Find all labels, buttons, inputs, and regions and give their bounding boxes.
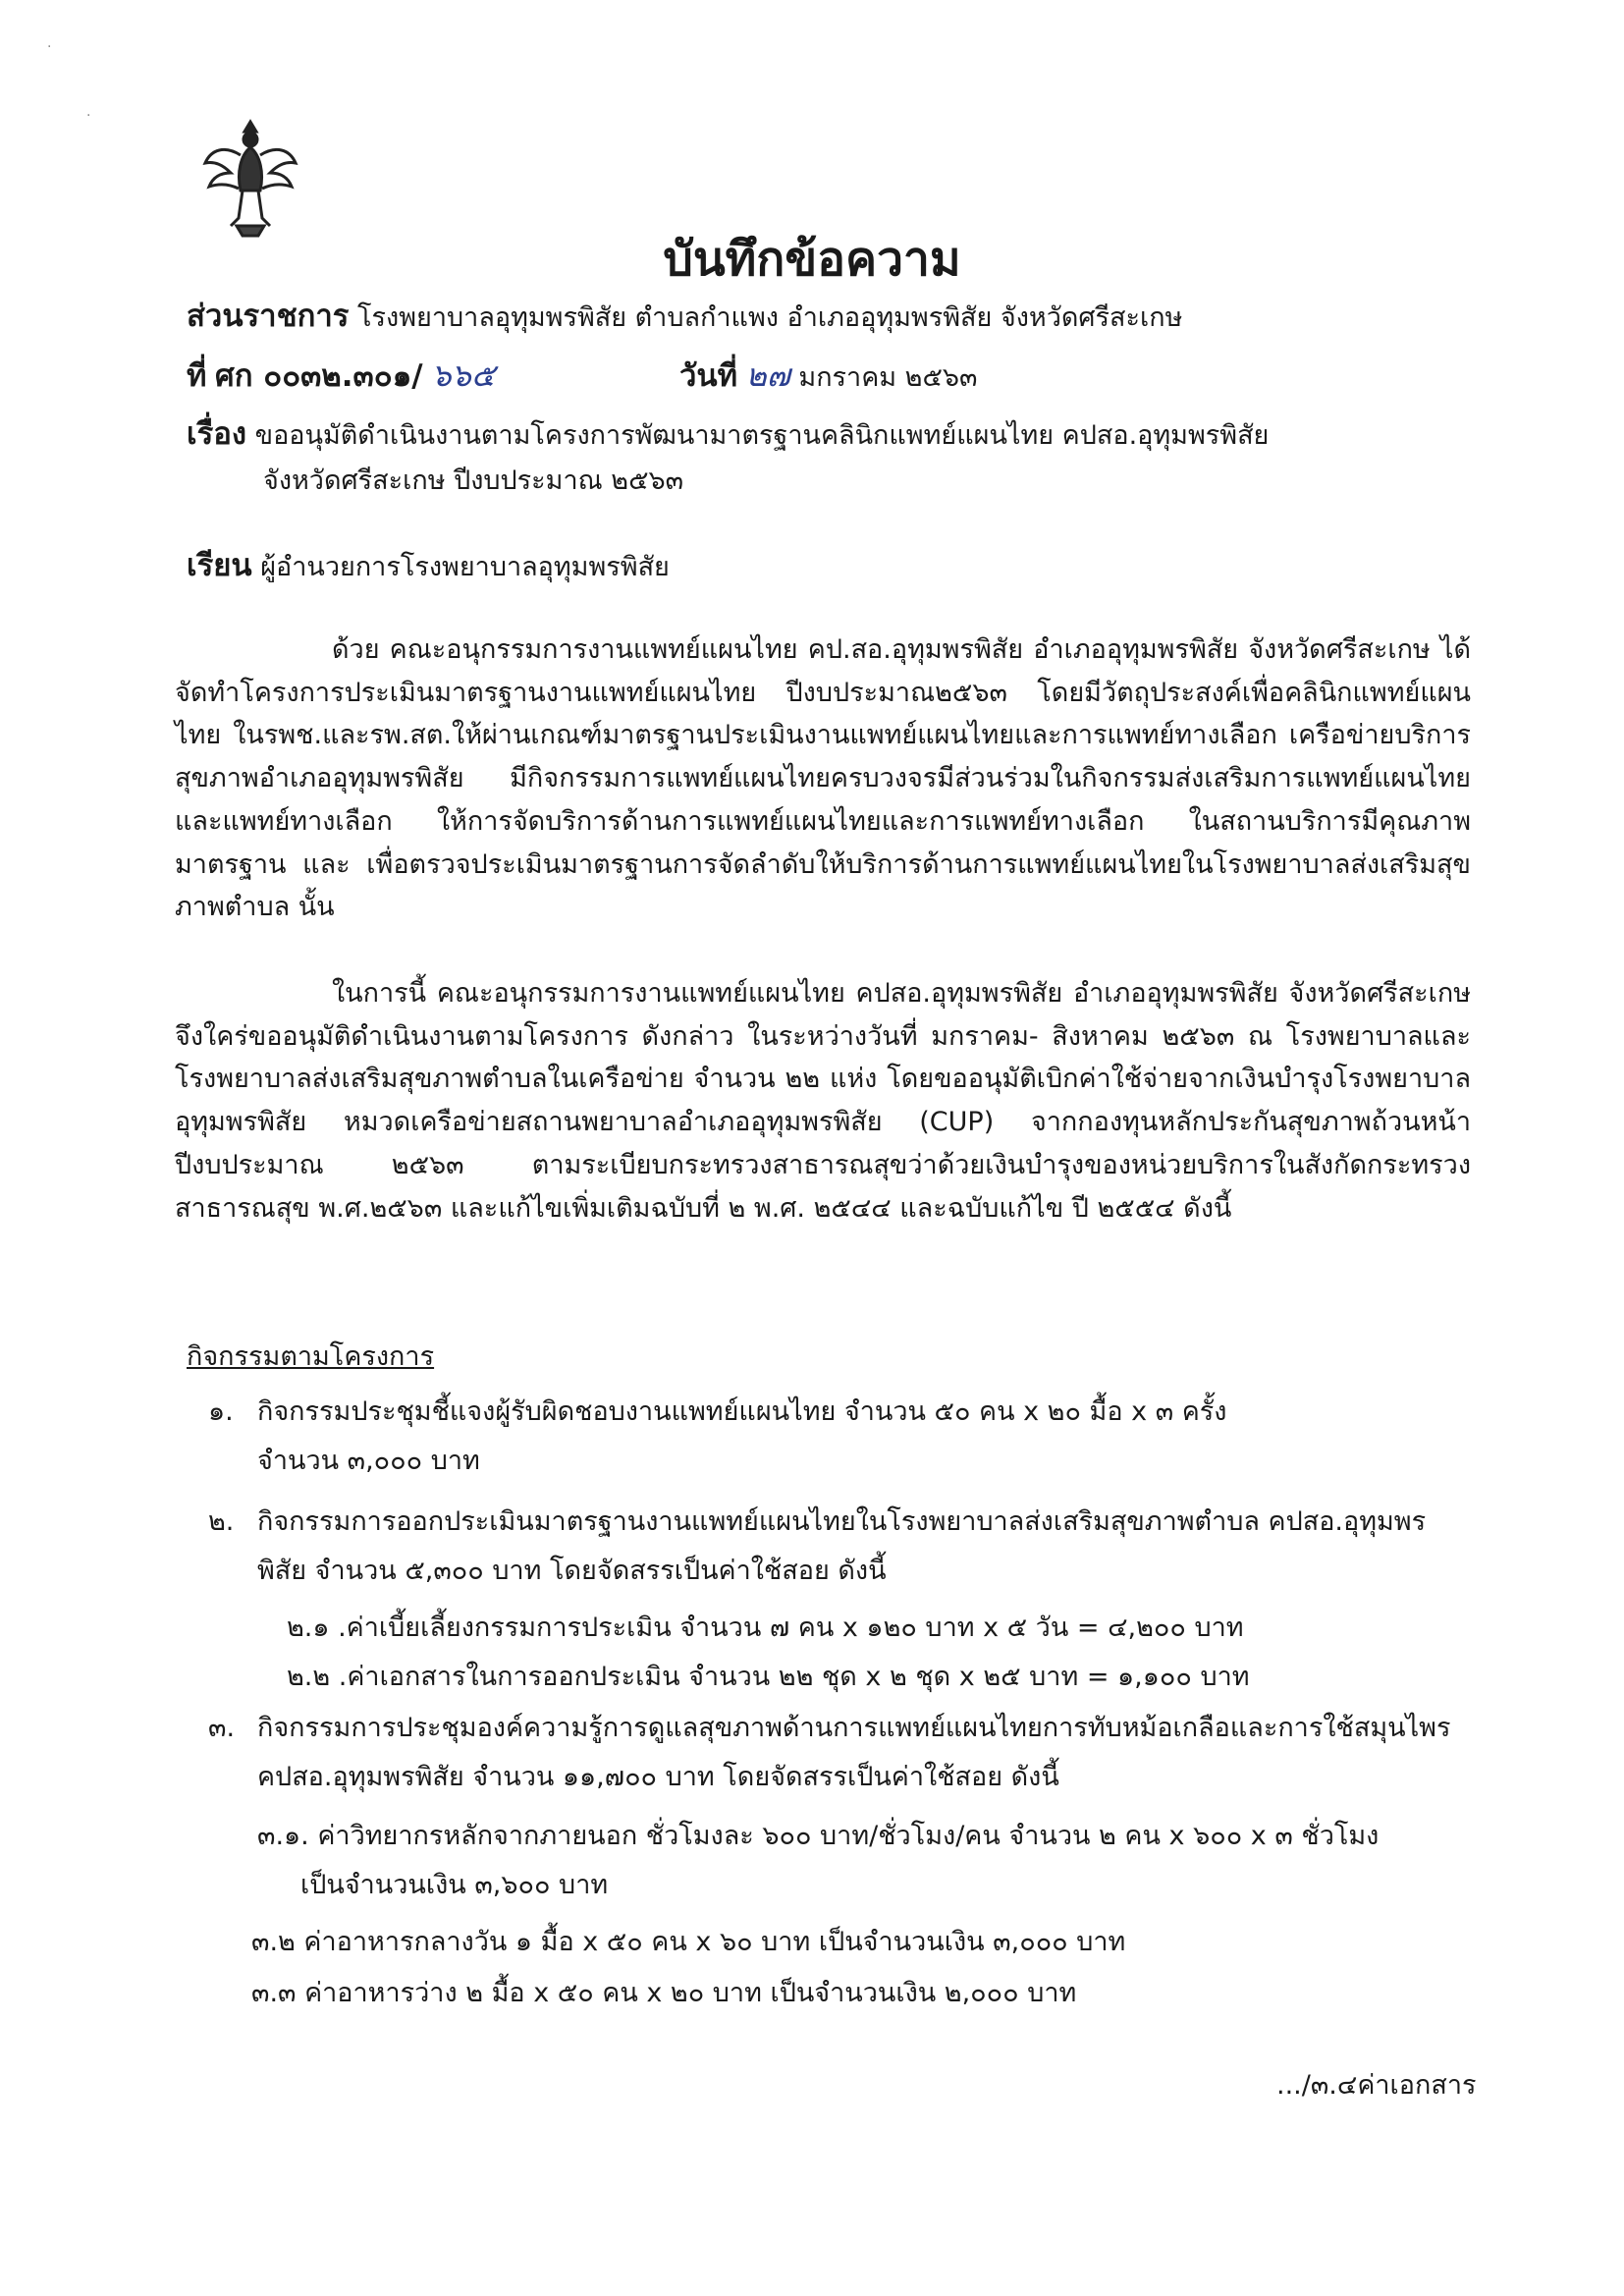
activity-3-1-line-2: เป็นจำนวนเงิน ๓,๖๐๐ บาท — [300, 1870, 609, 1900]
activity-2-2: ๒.๒ .ค่าเอกสารในการออกประเมิน จำนวน ๒๒ ชุด x ๒ ชุด x ๒๕ บาท = ๑,๑๐๐ บาท — [287, 1662, 1250, 1692]
reference-line — [187, 355, 495, 398]
date-line — [679, 355, 977, 398]
addressee-label: เรียน — [187, 548, 252, 583]
activities-heading: กิจกรรมตามโครงการ — [187, 1341, 435, 1372]
activity-2-line-2: พิสัย จำนวน ๕,๓๐๐ บาท โดยจัดสรรเป็นค่าใช้สอย ดังนี้ — [257, 1556, 887, 1586]
activity-2-number: ๒. — [208, 1506, 235, 1537]
subject-text-2: จังหวัดศรีสะเกษ ปีงบประมาณ ๒๕๖๓ — [263, 465, 684, 496]
activity-3-3: ๓.๓ ค่าอาหารว่าง ๒ มื้อ x ๕๐ คน x ๒๐ บาท เป็นจำนวนเงิน ๒,๐๐๐ บาท — [251, 1978, 1077, 2008]
reference-handwritten-number: ๖๖๕ — [431, 356, 496, 394]
activity-1-line-1: กิจกรรมประชุมชี้แจงผู้รับผิดชอบงานแพทย์แผนไทย จำนวน ๕๐ คน x ๒๐ มื้อ x ๓ ครั้ง — [257, 1396, 1227, 1427]
date-label: วันที่ — [679, 358, 738, 394]
activity-3-line-1: กิจกรรมการประชุมองค์ความรู้การดูแลสุขภาพด้านการแพทย์แผนไทยการทับหม้อเกลือและการใช้สมุนไพร — [257, 1713, 1451, 1743]
body-paragraph-2 — [175, 972, 1471, 1230]
body-text-1: ด้วย คณะอนุกรรมการงานแพทย์แผนไทย คป.สอ.อุทุมพรพิสัย อำเภออุทุมพรพิสัย จังหวัดศรีสะเกษ ได้จัดทำโครงการประเมินมาตรฐานงานแพทย์แผนไทย ปีงบประมาณ๒๕๖๓ โดยมีวัตถุประสงค์เพื่อคลินิกแพทย์แผนไทย ในรพช.และรพ.สต.ให้ผ่านเกณฑ์มาตรฐานประเมินงานแพทย์แผนไทยและการแพทย์ทางเลือก เครือข่ายบริการสุขภาพอำเภออุทุมพรพิสัย มีกิจกรรมการแพทย์แผนไทยครบวงจรมีส่วนร่วมในกิจกรรมส่งเสริมการแพทย์แผนไทยและแพทย์ทางเลือก ให้การจัดบริการด้านการแพทย์แผนไทยและการแพทย์ทางเลือก ในสถานบริการมีคุณภาพมาตรฐาน และ เพื่อตรวจประเมินมาตรฐานการจัดลำดับให้บริการด้านการแพทย์แผนไทยในโรงพยาบาลส่งเสริมสุขภาพตำบล นั้น — [175, 634, 1471, 923]
addressee-value: ผู้อำนวยการโรงพยาบาลอุทุมพรพิสัย — [260, 552, 670, 582]
department-label: ส่วนราชการ — [187, 299, 350, 334]
reference-value: ศก ๐๐๓๒.๓๐๑/ — [215, 358, 423, 394]
body-text-2: ในการนี้ คณะอนุกรรมการงานแพทย์แผนไทย คปสอ.อุทุมพรพิสัย อำเภออุทุมพรพิสัย จังหวัดศรีสะเกษ จึงใคร่ขออนุมัติดำเนินงานตามโครงการ ดังกล่าว ในระหว่างวันที่ มกราคม- สิงหาคม ๒๕๖๓ ณ โรงพยาบาลและโรงพยาบาลส่งเสริมสุขภาพตำบลในเครือข่าย จำนวน ๒๒ แห่ง โดยขออนุมัติเบิกค่าใช้จ่ายจากเงินบำรุงโรงพยาบาลอุทุมพรพิสัย หมวดเครือข่ายสถานพยาบาลอำเภออุทุมพรพิสัย (CUP) จากกองทุนหลักประกันสุขภาพถ้วนหน้า ปีงบประมาณ ๒๕๖๓ ตามระเบียบกระทรวงสาธารณสุขว่าด้วยเงินบำรุงของหน่วยบริการในสังกัดกระทรวงสาธารณสุข พ.ศ.๒๕๖๓ และแก้ไขเพิ่มเติมฉบับที่ ๒ พ.ศ. ๒๕๔๔ และฉบับแก้ไข ปี ๒๕๕๔ ดังนี้ — [175, 978, 1471, 1224]
department-value: โรงพยาบาลอุทุมพรพิสัย ตำบลกำแพง อำเภออุทุมพรพิสัย จังหวัดศรีสะเกษ — [357, 302, 1183, 333]
scan-speck: · — [86, 108, 91, 124]
activity-3-number: ๓. — [208, 1713, 236, 1743]
reference-label: ที่ — [187, 358, 207, 394]
subject-line — [187, 414, 1269, 456]
subject-text-1: ขออนุมัติดำเนินงานตามโครงการพัฒนามาตรฐานคลินิกแพทย์แผนไทย คปสอ.อุทุมพรพิสัย — [254, 420, 1270, 451]
activity-2-1: ๒.๑ .ค่าเบี้ยเลี้ยงกรรมการประเมิน จำนวน ๗ คน x ๑๒๐ บาท x ๕ วัน = ๔,๒๐๐ บาท — [287, 1613, 1244, 1643]
addressee-line — [187, 546, 670, 587]
activity-1-number: ๑. — [208, 1396, 234, 1427]
date-handwritten-day: ๒๗ — [745, 356, 790, 394]
activity-1-line-2: จำนวน ๓,๐๐๐ บาท — [257, 1446, 480, 1476]
activity-3-line-2: คปสอ.อุทุมพรพิสัย จำนวน ๑๑,๗๐๐ บาท โดยจัดสรรเป็นค่าใช้สอย ดังนี้ — [257, 1762, 1059, 1792]
continued-note: .../๓.๔ค่าเอกสาร — [1276, 2070, 1477, 2101]
activity-2-line-1: กิจกรรมการออกประเมินมาตรฐานงานแพทย์แผนไทยในโรงพยาบาลส่งเสริมสุขภาพตำบล คปสอ.อุทุมพร — [257, 1506, 1427, 1537]
body-paragraph-1 — [175, 629, 1471, 929]
department-line — [187, 297, 1182, 338]
subject-label: เรื่อง — [187, 416, 247, 452]
activity-3-2: ๓.๒ ค่าอาหารกลางวัน ๑ มื้อ x ๕๐ คน x ๖๐ บาท เป็นจำนวนเงิน ๓,๐๐๐ บาท — [251, 1927, 1126, 1957]
scan-speck: · — [47, 39, 52, 55]
page-title: บันทึกข้อความ — [663, 232, 961, 287]
date-value: มกราคม ๒๕๖๓ — [798, 362, 978, 393]
activity-3-1-line-1: ๓.๑. ค่าวิทยากรหลักจากภายนอก ชั่วโมงละ ๖๐๐ บาท/ชั่วโมง/คน จำนวน ๒ คน x ๖๐๐ x ๓ ชั่วโมง — [257, 1821, 1380, 1851]
